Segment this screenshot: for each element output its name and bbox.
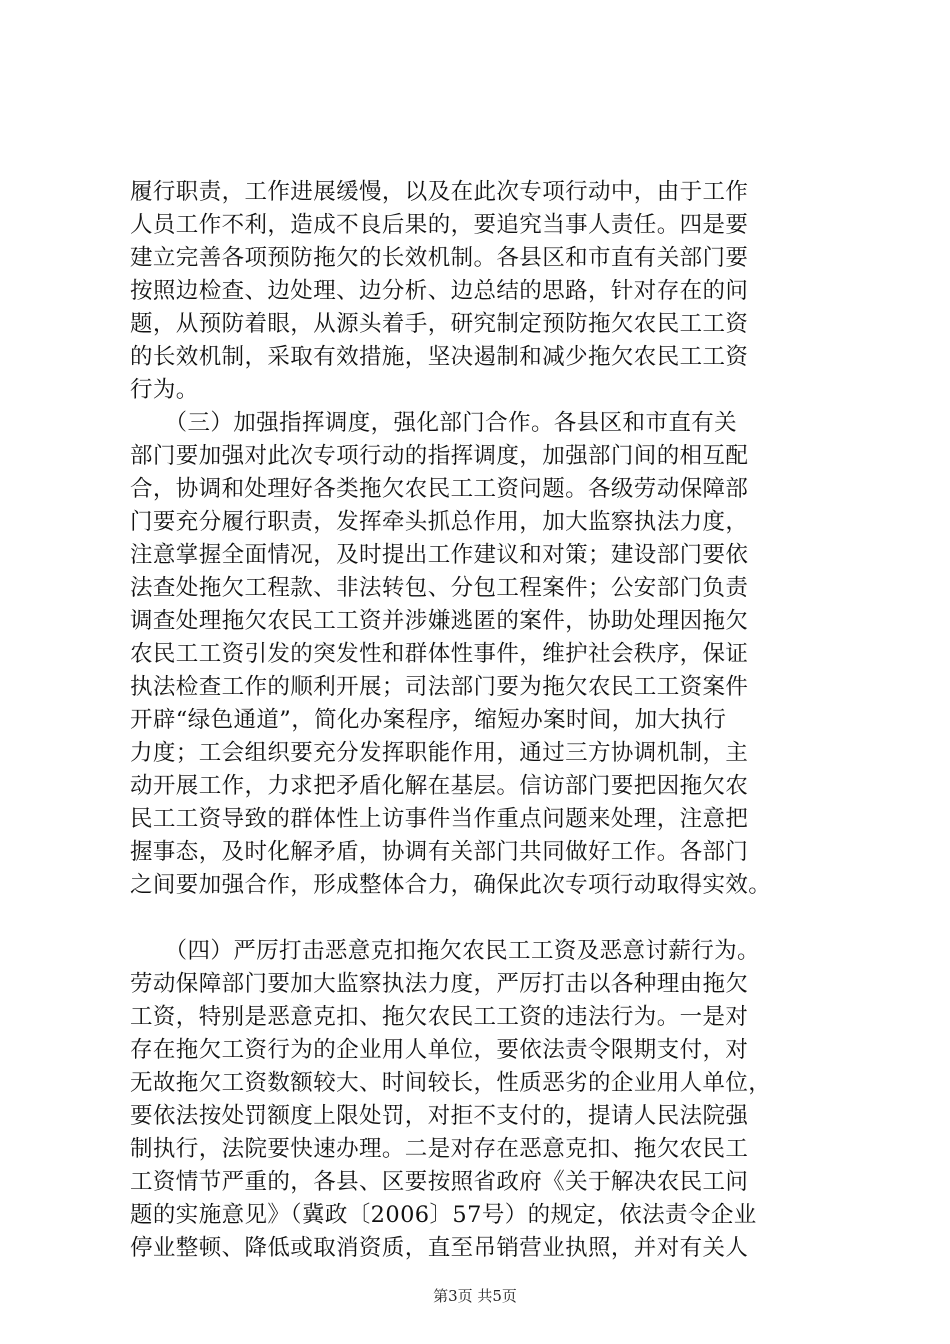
paragraph-gap — [130, 902, 850, 935]
paragraph-block-2 — [130, 935, 850, 1265]
text-line: 的长效机制，采取有效措施，坚决遏制和减少拖欠农民工工资 — [130, 344, 749, 370]
text-line: 开辟“绿色通道”，简化办案程序，缩短办案时间，加大执行 — [130, 707, 727, 733]
text-line: 存在拖欠工资行为的企业用人单位，要依法责令限期支付，对 — [130, 1037, 749, 1063]
text-line: 按照边检查、边处理、边分析、边总结的思路，针对存在的问 — [130, 278, 749, 304]
text-line: 法查处拖欠工程款、非法转包、分包工程案件；公安部门负责 — [130, 575, 749, 601]
text-line: 调查处理拖欠农民工工资并涉嫌逃匿的案件，协助处理因拖欠 — [130, 608, 749, 634]
document-body — [130, 176, 850, 1265]
text-line: 题，从预防着眼，从源头着手，研究制定预防拖欠农民工工资 — [130, 311, 749, 337]
text-line: 停业整顿、降低或取消资质，直至吊销营业执照，并对有关人 — [130, 1235, 749, 1261]
text-line: 门要充分履行职责，发挥牵头抓总作用，加大监察执法力度， — [130, 509, 749, 535]
text-line: 履行职责，工作进展缓慢，以及在此次专项行动中，由于工作 — [130, 179, 749, 205]
text-line: （三）加强指挥调度，强化部门合作。各县区和市直有关 — [130, 410, 738, 436]
text-line: 工资情节严重的，各县、区要按照省政府《关于解决农民工问 — [130, 1169, 749, 1195]
text-line: 劳动保障部门要加大监察执法力度，严厉打击以各种理由拖欠 — [130, 971, 749, 997]
text-line: 要依法按处罚额度上限处罚，对拒不支付的，提请人民法院强 — [130, 1103, 749, 1129]
text-line: 握事态，及时化解矛盾，协调有关部门共同做好工作。各部门 — [130, 839, 749, 865]
text-line: 建立完善各项预防拖欠的长效机制。各县区和市直有关部门要 — [130, 245, 749, 271]
text-line: 人员工作不利，造成不良后果的，要追究当事人责任。四是要 — [130, 212, 749, 238]
page-footer — [0, 1286, 950, 1306]
text-line: 动开展工作，力求把矛盾化解在基层。信访部门要把因拖欠农 — [130, 773, 749, 799]
text-line: 农民工工资引发的突发性和群体性事件，维护社会秩序，保证 — [130, 641, 749, 667]
text-line: 力度；工会组织要充分发挥职能作用，通过三方协调机制，主 — [130, 740, 749, 766]
text-line: （四）严厉打击恶意克扣拖欠农民工工资及恶意讨薪行为。 — [130, 938, 760, 964]
text-line: 民工工资导致的群体性上访事件当作重点问题来处理，注意把 — [130, 806, 749, 832]
text-line: 题的实施意见》（冀政〔2006〕57号）的规定，依法责令企业 — [130, 1202, 757, 1228]
text-line: 执法检查工作的顺利开展；司法部门要为拖欠农民工工资案件 — [130, 674, 749, 700]
text-line: 制执行，法院要快速办理。二是对存在恶意克扣、拖欠农民工 — [130, 1136, 749, 1162]
text-line: 合，协调和处理好各类拖欠农民工工资问题。各级劳动保障部 — [130, 476, 749, 502]
text-line: 之间要加强合作，形成整体合力，确保此次专项行动取得实效。 — [130, 872, 772, 898]
page-number-label: 第3页 共5页 — [433, 1287, 517, 1305]
text-line: 部门要加强对此次专项行动的指挥调度，加强部门间的相互配 — [130, 443, 749, 469]
text-line: 工资，特别是恶意克扣、拖欠农民工工资的违法行为。一是对 — [130, 1004, 749, 1030]
text-line: 无故拖欠工资数额较大、时间较长，性质恶劣的企业用人单位， — [130, 1070, 772, 1096]
text-line: 注意掌握全面情况，及时提出工作建议和对策；建设部门要依 — [130, 542, 749, 568]
text-line: 行为。 — [130, 377, 199, 403]
paragraph-block-1 — [130, 176, 850, 902]
